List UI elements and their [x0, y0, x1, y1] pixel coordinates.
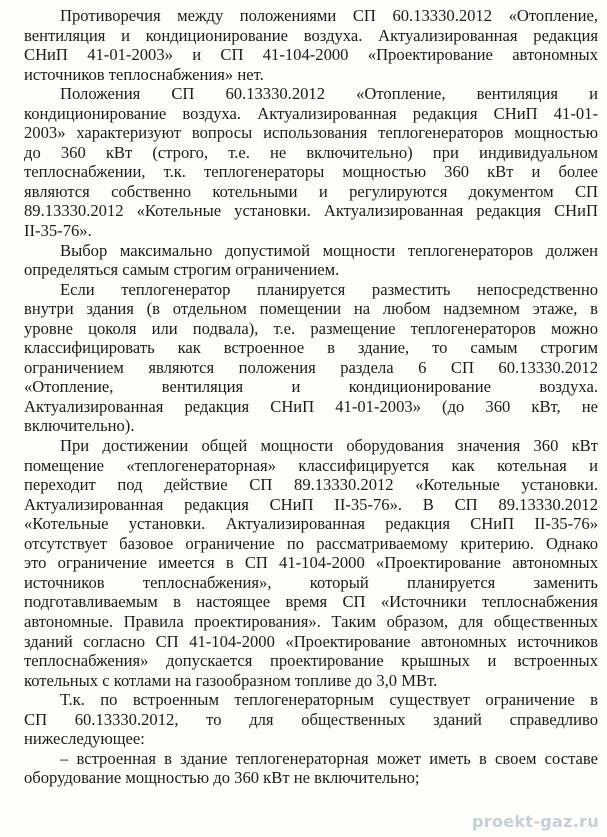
text-line: Т.к. по встроенным теплогенераторным существует ограничение в [60, 690, 598, 710]
text-line: кондиционирование воздуха. Актуализированная редакция СНиП 41-01- [24, 103, 598, 123]
text-line: Актуализированная редакция СНиП II-35-76». В СП 89.13330.2012 [24, 494, 598, 514]
text-line: Положения СП 60.13330.2012 «Отопление, вентиляция и [60, 84, 598, 104]
text-line: Актуализированная редакция СНиП 41-01-2003» (до 360 кВт, не [24, 396, 598, 416]
text-line: Выбор максимально допустимой мощности теплогенераторов должен [60, 240, 598, 260]
text-line: «Отопление, вентиляция и кондиционирование воздуха. [24, 377, 598, 397]
text-line: подготавливаемым в настоящее время СП «Источники теплоснабжения [24, 592, 598, 612]
text-line: вентиляция и кондиционирование воздуха. Актуализированная редакция [24, 25, 598, 45]
paragraph [24, 749, 598, 788]
text-line: отсутствует базовое ограничение по рассматриваемому критерию. Однако [24, 533, 598, 553]
document-text [24, 6, 598, 788]
text-line: являются собственно котельными и регулируются документом СП [24, 181, 598, 201]
text-line: теплоснабжении, т.к. теплогенераторы мощностью 360 кВт и более [24, 162, 598, 182]
text-line: автономные. Правила проектирования». Таким образом, для общественных [24, 611, 598, 631]
text-line: переходит под действие СП 89.13330.2012 «Котельные установки. [24, 475, 598, 495]
text-line: ограничением являются положения раздела 6 СП 60.13330.2012 [24, 357, 598, 377]
text-line: оборудование мощностью до 360 кВт не включительно; [24, 768, 420, 788]
text-line: включительно). [24, 416, 135, 436]
text-line: источников теплоснабжения» нет. [24, 64, 264, 84]
text-line: СНиП 41-01-2003» и СП 41-104-2000 «Проектирование автономных [24, 45, 598, 65]
text-line: нижеследующее: [24, 729, 145, 749]
paragraph [24, 84, 598, 240]
text-line: до 360 кВт (строго, т.е. не включительно) при индивидуальном [24, 142, 598, 162]
text-line: это ограничение имеется в СП 41-104-2000 «Проектирование автономных [24, 553, 598, 573]
text-line: «Котельные установки. Актуализированная редакция СНиП II-35-76» [24, 514, 598, 534]
text-line: внутри здания (в отдельном помещении на любом надземном этаже, в [24, 299, 598, 319]
paragraph [24, 280, 598, 436]
text-line: Противоречия между положениями СП 60.13330.2012 «Отопление, [60, 6, 598, 25]
text-line: СП 60.13330.2012, то для общественных зданий справедливо [24, 709, 598, 729]
text-line: помещение «теплогенераторная» классифицируется как котельная и [24, 455, 598, 475]
text-line: Если теплогенератор планируется разместить непосредственно [60, 279, 598, 299]
paragraph [24, 241, 598, 280]
paragraph [24, 690, 598, 749]
text-line: котельных с котлами на газообразном топливе до 3,0 МВт. [24, 670, 438, 690]
text-line: – встроенная в здание теплогенераторная может иметь в своем составе [60, 748, 598, 768]
text-line: классифицировать как встроенное в здание, то самым строгим [24, 338, 598, 358]
paragraph [24, 6, 598, 84]
text-line: теплоснабжения» допускается проектирование крышных и встроенных [24, 651, 598, 671]
text-line: При достижении общей мощности оборудования значения 360 кВт [60, 436, 598, 456]
paragraph [24, 436, 598, 690]
text-line: зданий согласно СП 41-104-2000 «Проектирование автономных источников [24, 631, 598, 651]
text-line: 2003» характеризуют вопросы использования теплогенераторов мощностью [24, 123, 598, 143]
site-watermark: proekt-gaz.ru [472, 812, 599, 831]
text-line: уровне цоколя или подвала), т.е. размещение теплогенераторов можно [24, 318, 598, 338]
text-line: источников теплоснабжения», который планируется заменить [24, 572, 598, 592]
text-line: 89.13330.2012 «Котельные установки. Актуализированная редакция СНиП [24, 201, 598, 221]
text-line: определяться самым строгим ограничением. [24, 260, 340, 280]
text-line: II-35-76». [24, 221, 92, 241]
